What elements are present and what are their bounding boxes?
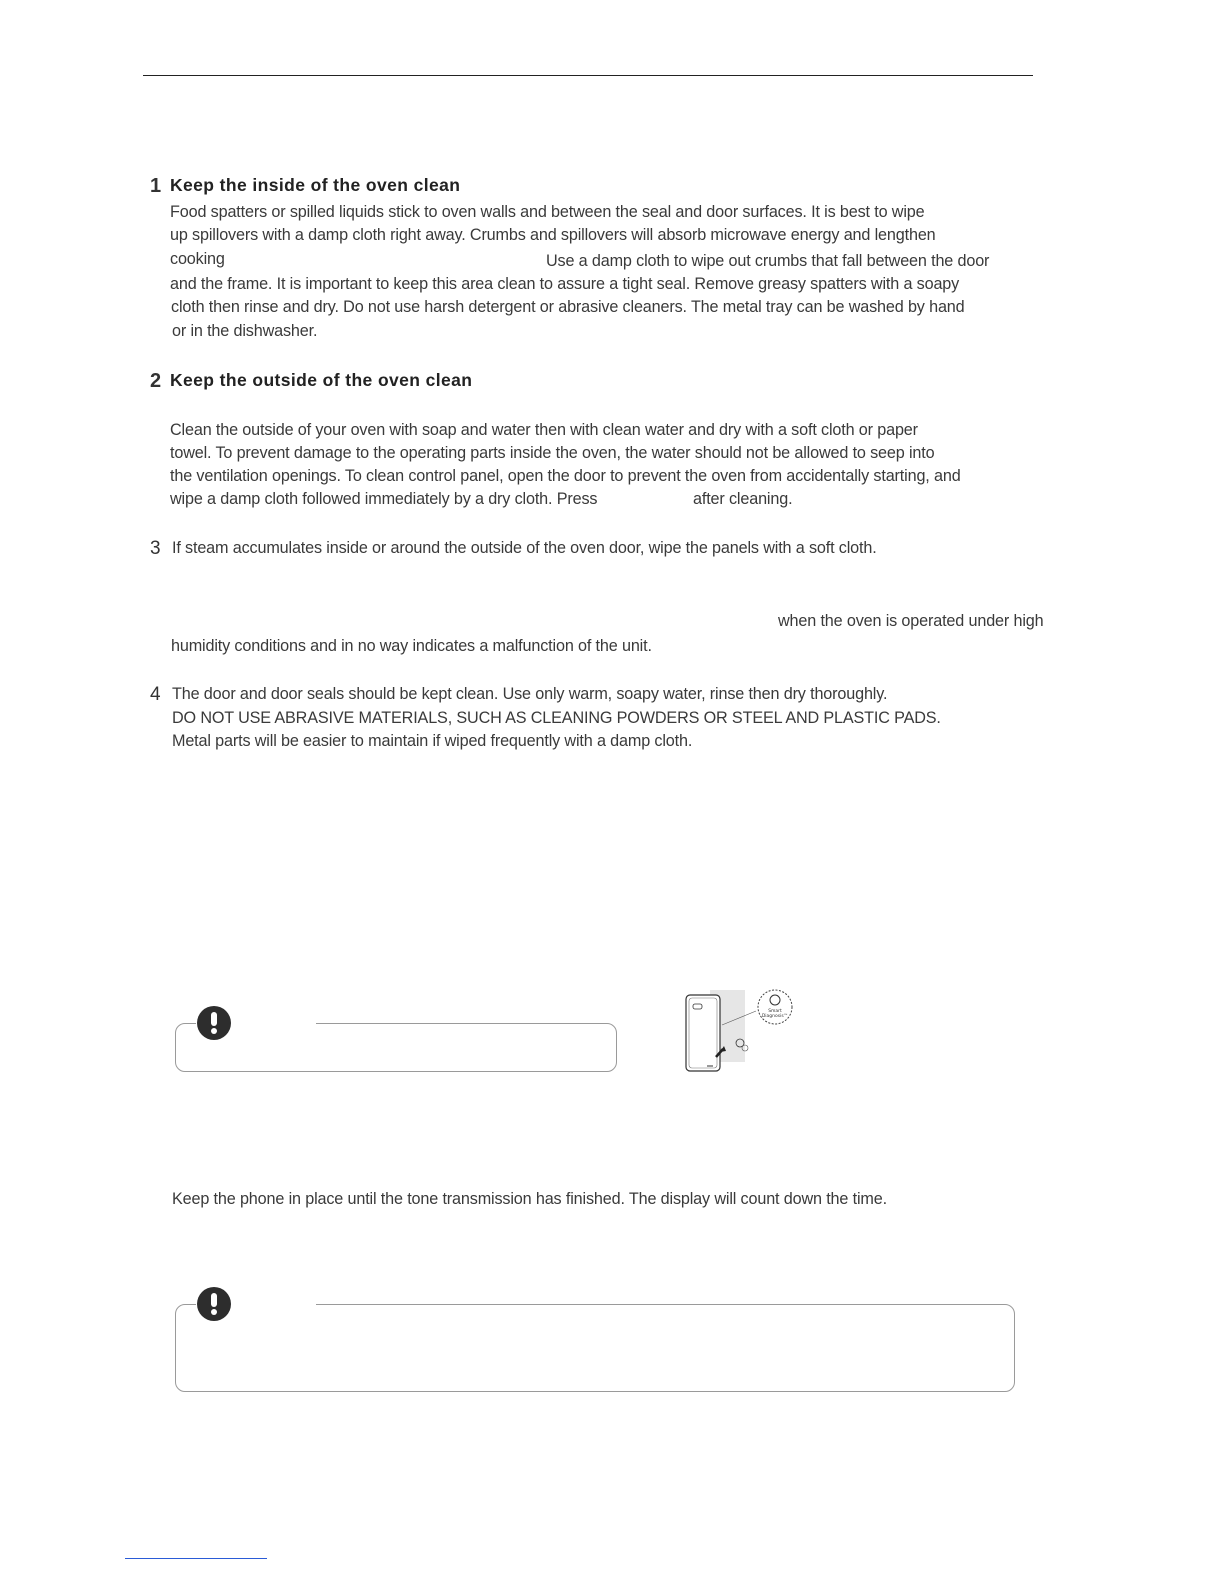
body-line: the ventilation openings. To clean control panel, open the door to prevent the oven from accidentally starting, and xyxy=(170,467,961,485)
body-line: If steam accumulates inside or around the outside of the oven door, wipe the panels with a soft cloth. xyxy=(172,539,877,557)
section-outside-clean xyxy=(150,370,1090,515)
section-inside-clean xyxy=(150,175,1090,350)
body-line: or in the dishwasher. xyxy=(172,322,318,340)
body-line: The door and door seals should be kept clean. Use only warm, soapy water, rinse then dry thoroughly. xyxy=(172,685,888,703)
body-line: when the oven is operated under high xyxy=(778,612,1044,630)
section-door-seals xyxy=(150,684,1090,759)
body-line: cloth then rinse and dry. Do not use harsh detergent or abrasive cleaners. The metal tray can be washed by hand xyxy=(171,298,965,316)
section-heading: Keep the inside of the oven clean xyxy=(170,175,461,195)
section-number: 1 xyxy=(150,175,162,197)
body-line: up spillovers with a damp cloth right away. Crumbs and spillovers will absorb microwave energy and lengthen xyxy=(170,226,936,244)
body-line: towel. To prevent damage to the operating parts inside the oven, the water should not be allowed to seep into xyxy=(170,444,935,462)
exclamation-caution-icon xyxy=(197,1287,231,1321)
section-number: 3 xyxy=(150,538,161,559)
body-line: humidity conditions and in no way indicates a malfunction of the unit. xyxy=(171,637,652,655)
body-line: Use a damp cloth to wipe out crumbs that fall between the door xyxy=(546,252,990,270)
caution-box xyxy=(175,1023,617,1072)
section-steam xyxy=(150,538,1090,663)
section-number: 4 xyxy=(150,684,161,705)
header-rule xyxy=(143,75,1033,76)
body-line: Food spatters or spilled liquids stick to oven walls and between the seal and door surfaces. It is best to wipe xyxy=(170,203,925,221)
body-line: after cleaning. xyxy=(693,490,793,508)
footer-link-rule xyxy=(125,1558,267,1559)
body-line: and the frame. It is important to keep this area clean to assure a tight seal. Remove greasy spatters with a soapy xyxy=(170,275,960,293)
smartphone-illustration xyxy=(680,985,795,1075)
body-line: wipe a damp cloth followed immediately by a dry cloth. Press xyxy=(170,490,598,508)
body-line: cooking xyxy=(170,250,225,268)
body-line: Metal parts will be easier to maintain if wiped frequently with a damp cloth. xyxy=(172,732,693,750)
body-line: Clean the outside of your oven with soap and water then with clean water and dry with a soft cloth or paper xyxy=(170,421,918,439)
smart-diagnosis-label: Diagnosis™ xyxy=(761,1014,789,1019)
smart-diagnosis-label: Smart xyxy=(768,1009,782,1014)
caution-box xyxy=(175,1304,1015,1392)
section-heading: Keep the outside of the oven clean xyxy=(170,370,473,390)
smart-diagnosis-instruction: Keep the phone in place until the tone transmission has finished. The display will count down the time. xyxy=(172,1190,887,1208)
section-number: 2 xyxy=(150,370,162,392)
body-line: DO NOT USE ABRASIVE MATERIALS, SUCH AS CLEANING POWDERS OR STEEL AND PLASTIC PADS. xyxy=(172,709,941,727)
exclamation-caution-icon xyxy=(197,1006,231,1040)
